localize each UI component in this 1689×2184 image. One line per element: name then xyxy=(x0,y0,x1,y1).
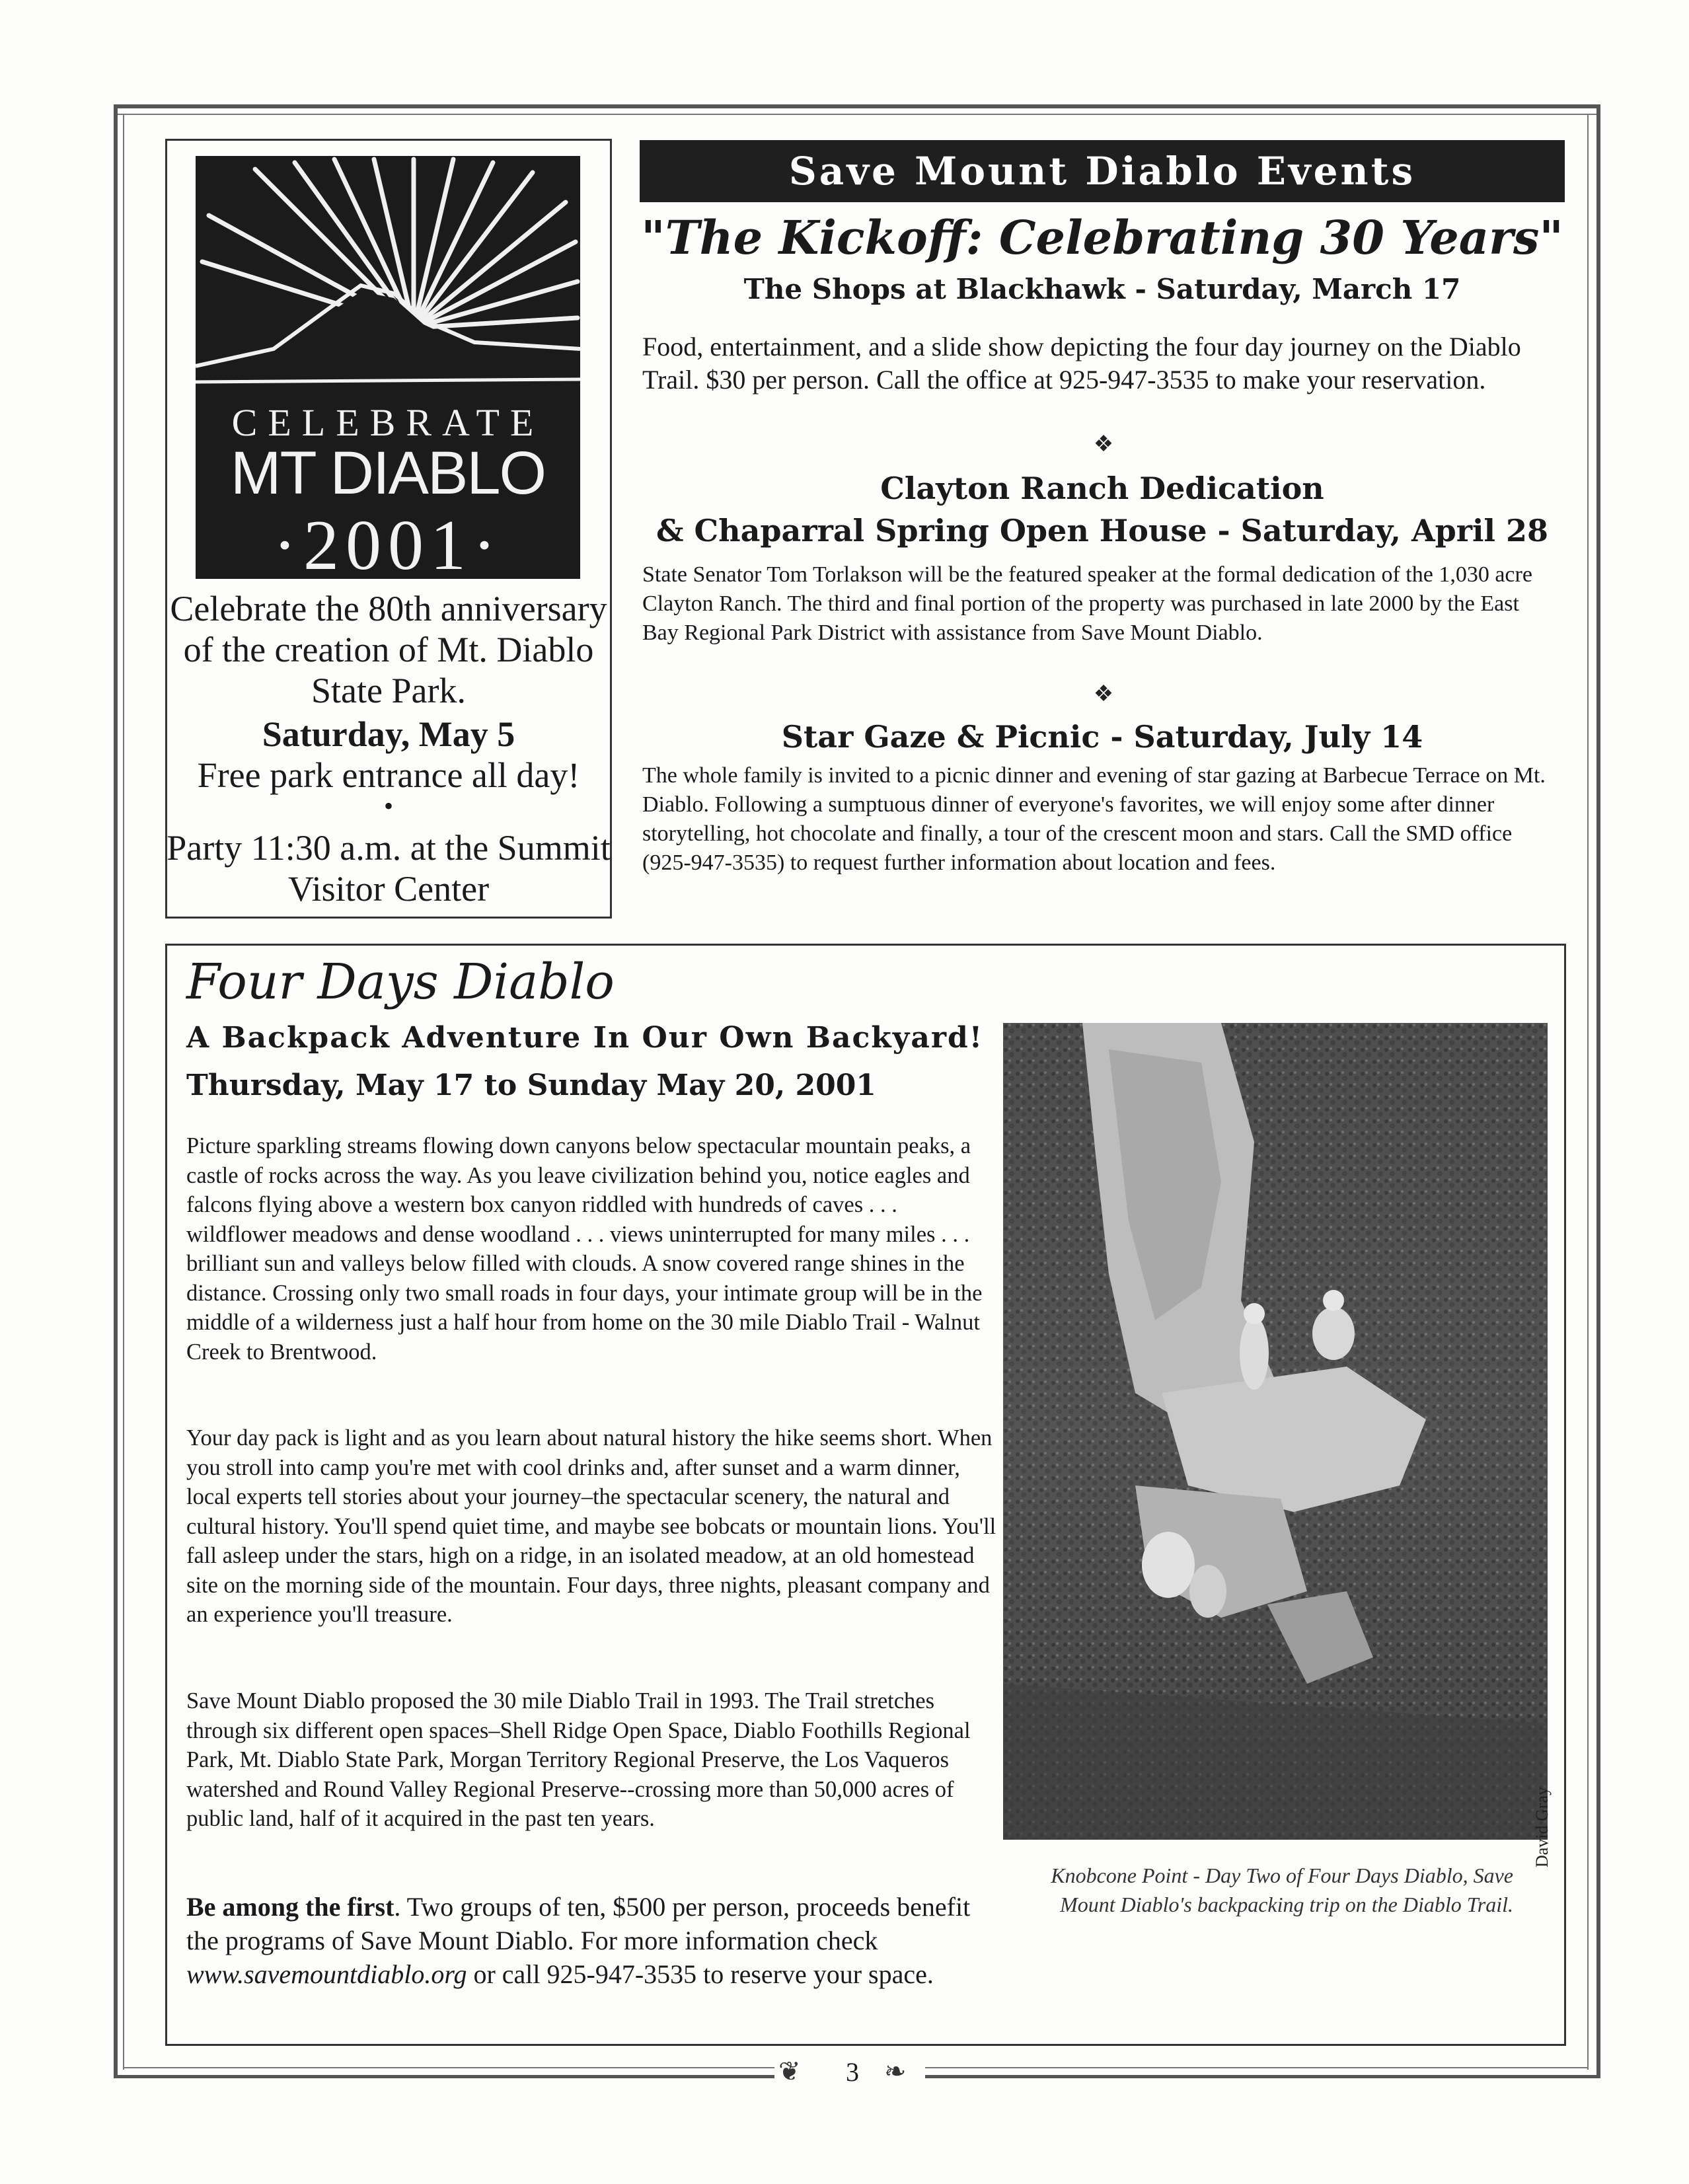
four-days-subtitle: A Backpack Adventure In Our Own Backyard! xyxy=(186,1021,984,1055)
page-border-bottom-right xyxy=(925,2075,1600,2078)
stargaze-title: Star Gaze & Picnic - Saturday, July 14 xyxy=(781,719,1423,755)
kickoff-body: Food, entertainment, and a slide show depicting the four day journey on the Diablo Trail. $30 per person. Call the office at 925-947-3535 to make your reservation. xyxy=(642,332,1521,395)
page-border-bottom xyxy=(114,2075,774,2078)
cta-lead: Be among the first xyxy=(186,1892,394,1922)
page-border-right xyxy=(1596,104,1600,2077)
four-days-call-to-action xyxy=(186,1890,1006,1991)
bullet-divider: • xyxy=(383,791,393,821)
logo-year-text: ·2001· xyxy=(273,506,503,579)
page-border-left-inner xyxy=(123,114,124,2070)
knobcone-point-photo xyxy=(1003,1023,1548,1840)
events-banner: Save Mount Diablo Events xyxy=(640,140,1565,202)
photo-credit xyxy=(1529,1784,1556,1877)
page-border-top-inner xyxy=(114,114,1600,115)
clayton-title: Clayton Ranch Dedication xyxy=(880,471,1324,506)
page-border-bottom-inner xyxy=(123,2067,774,2068)
page-border-left xyxy=(114,104,118,2077)
four-days-paragraph: Picture sparkling streams flowing down canyons below spectacular mountain peaks, a castle of rocks across the way. As you leave civilization behind you, notice eagles and falcons flying above a western box canyon riddled with hundreds of caves . . . wildflower meadows and dense woodland . . . views uninterrupted for many miles . . . brilliant sun and valleys below filled with clouds. A snow covered range shines in the distance. Crossing only two small roads in four days, your intimate group will be in the middle of a wilderness just a half hour from home on the 30 mile Diablo Trail - Walnut Creek to Brentwood. xyxy=(186,1133,983,1365)
fleuron-right-icon: ❧ xyxy=(884,2056,907,2087)
fleuron-left-icon: ❦ xyxy=(778,2056,801,2087)
logo-mt-diablo-text: MT DIABLO xyxy=(230,439,546,507)
celebrate-mt-diablo-logo xyxy=(196,156,580,579)
page-border-bottom-inner-right xyxy=(925,2067,1589,2068)
page-border-top xyxy=(114,104,1600,108)
four-days-paragraph: Save Mount Diablo proposed the 30 mile Diablo Trail in 1993. The Trail stretches through six different open spaces–Shell Ridge Open Space, Diablo Foothills Regional Park, Mt. Diablo State Park, Morgan Territory Regional Preserve, the Los Vaqueros watershed and Round Valley Regional Preserve--crossing more than 50,000 acres of public land, half of it acquired in the past ten years. xyxy=(186,1688,971,1831)
diamond-divider-icon: ❖ xyxy=(1093,431,1114,457)
four-days-paragraph: Your day pack is light and as you learn about natural history the hike seems short. When you stroll into camp you're met with cool drinks and, after sunset and a warm dinner, local experts tell stories about your journey–the spectacular scenery, the natural and cultural history. You'll spend quiet time, and maybe see bobcats or mountain lions. You'll fall asleep under the stars, high on a ridge, in an isolated meadow, at an old homestead site on the morning side of the mountain. Four days, three nights, pleasant company and an experience you'll treasure. xyxy=(186,1425,996,1627)
clayton-body: State Senator Tom Torlakson will be the featured speaker at the formal dedication of the 1,030 acre Clayton Ranch. The third and final portion of the property was purchased in late 2000 by the East Bay Regional Park District with assistance from Save Mount Diablo. xyxy=(642,562,1532,645)
kickoff-subtitle: The Shops at Blackhawk - Saturday, March 17 xyxy=(743,273,1461,305)
photo-credit-text: David Gray xyxy=(1532,1787,1552,1868)
cta-text: . Two groups of ten, $500 per person, proceeds benefit the programs of Save Mount Diablo. For more information check xyxy=(186,1892,971,1955)
kickoff-title: "The Kickoff: Celebrating 30 Years" xyxy=(641,210,1563,265)
logo-celebrate-text: CELEBRATE xyxy=(231,401,544,444)
four-days-title: Four Days Diablo xyxy=(186,954,615,1010)
cta-end: or call 925-947-3535 to reserve your space. xyxy=(467,1959,934,1989)
diamond-divider-icon: ❖ xyxy=(1093,681,1114,707)
page-border-right-inner xyxy=(1587,114,1589,2070)
clayton-subtitle: & Chaparral Spring Open House - Saturday, April 28 xyxy=(656,513,1549,548)
hikers-on-rocks-photo xyxy=(1003,1023,1548,1840)
website-link[interactable]: www.savemountdiablo.org xyxy=(186,1959,467,1989)
four-days-date: Thursday, May 17 to Sunday May 20, 2001 xyxy=(186,1069,876,1102)
page-number: 3 xyxy=(846,2057,859,2087)
stargaze-body: The whole family is invited to a picnic dinner and evening of star gazing at Barbecue Terrace on Mt. Diablo. Following a sumptuous dinner of everyone's favorites, we will enjoy some after dinner storytelling, hot chocolate and finally, a tour of the crescent moon and stars. Call the SMD office (925-947-3535) to request further information about location and fees. xyxy=(642,763,1546,875)
party-info: Party 11:30 a.m. at the Summit Visitor Center xyxy=(167,828,611,909)
celebrate-date: Saturday, May 5 xyxy=(262,714,515,754)
celebrate-description: Celebrate the 80th anniversary of the creation of Mt. Diablo State Park. xyxy=(170,589,607,710)
free-entrance-note: Free park entrance all day! xyxy=(197,755,580,795)
photo-caption: Knobcone Point - Day Two of Four Days Diablo, Save Mount Diablo's backpacking trip on the Diablo Trail. xyxy=(1051,1864,1513,1916)
